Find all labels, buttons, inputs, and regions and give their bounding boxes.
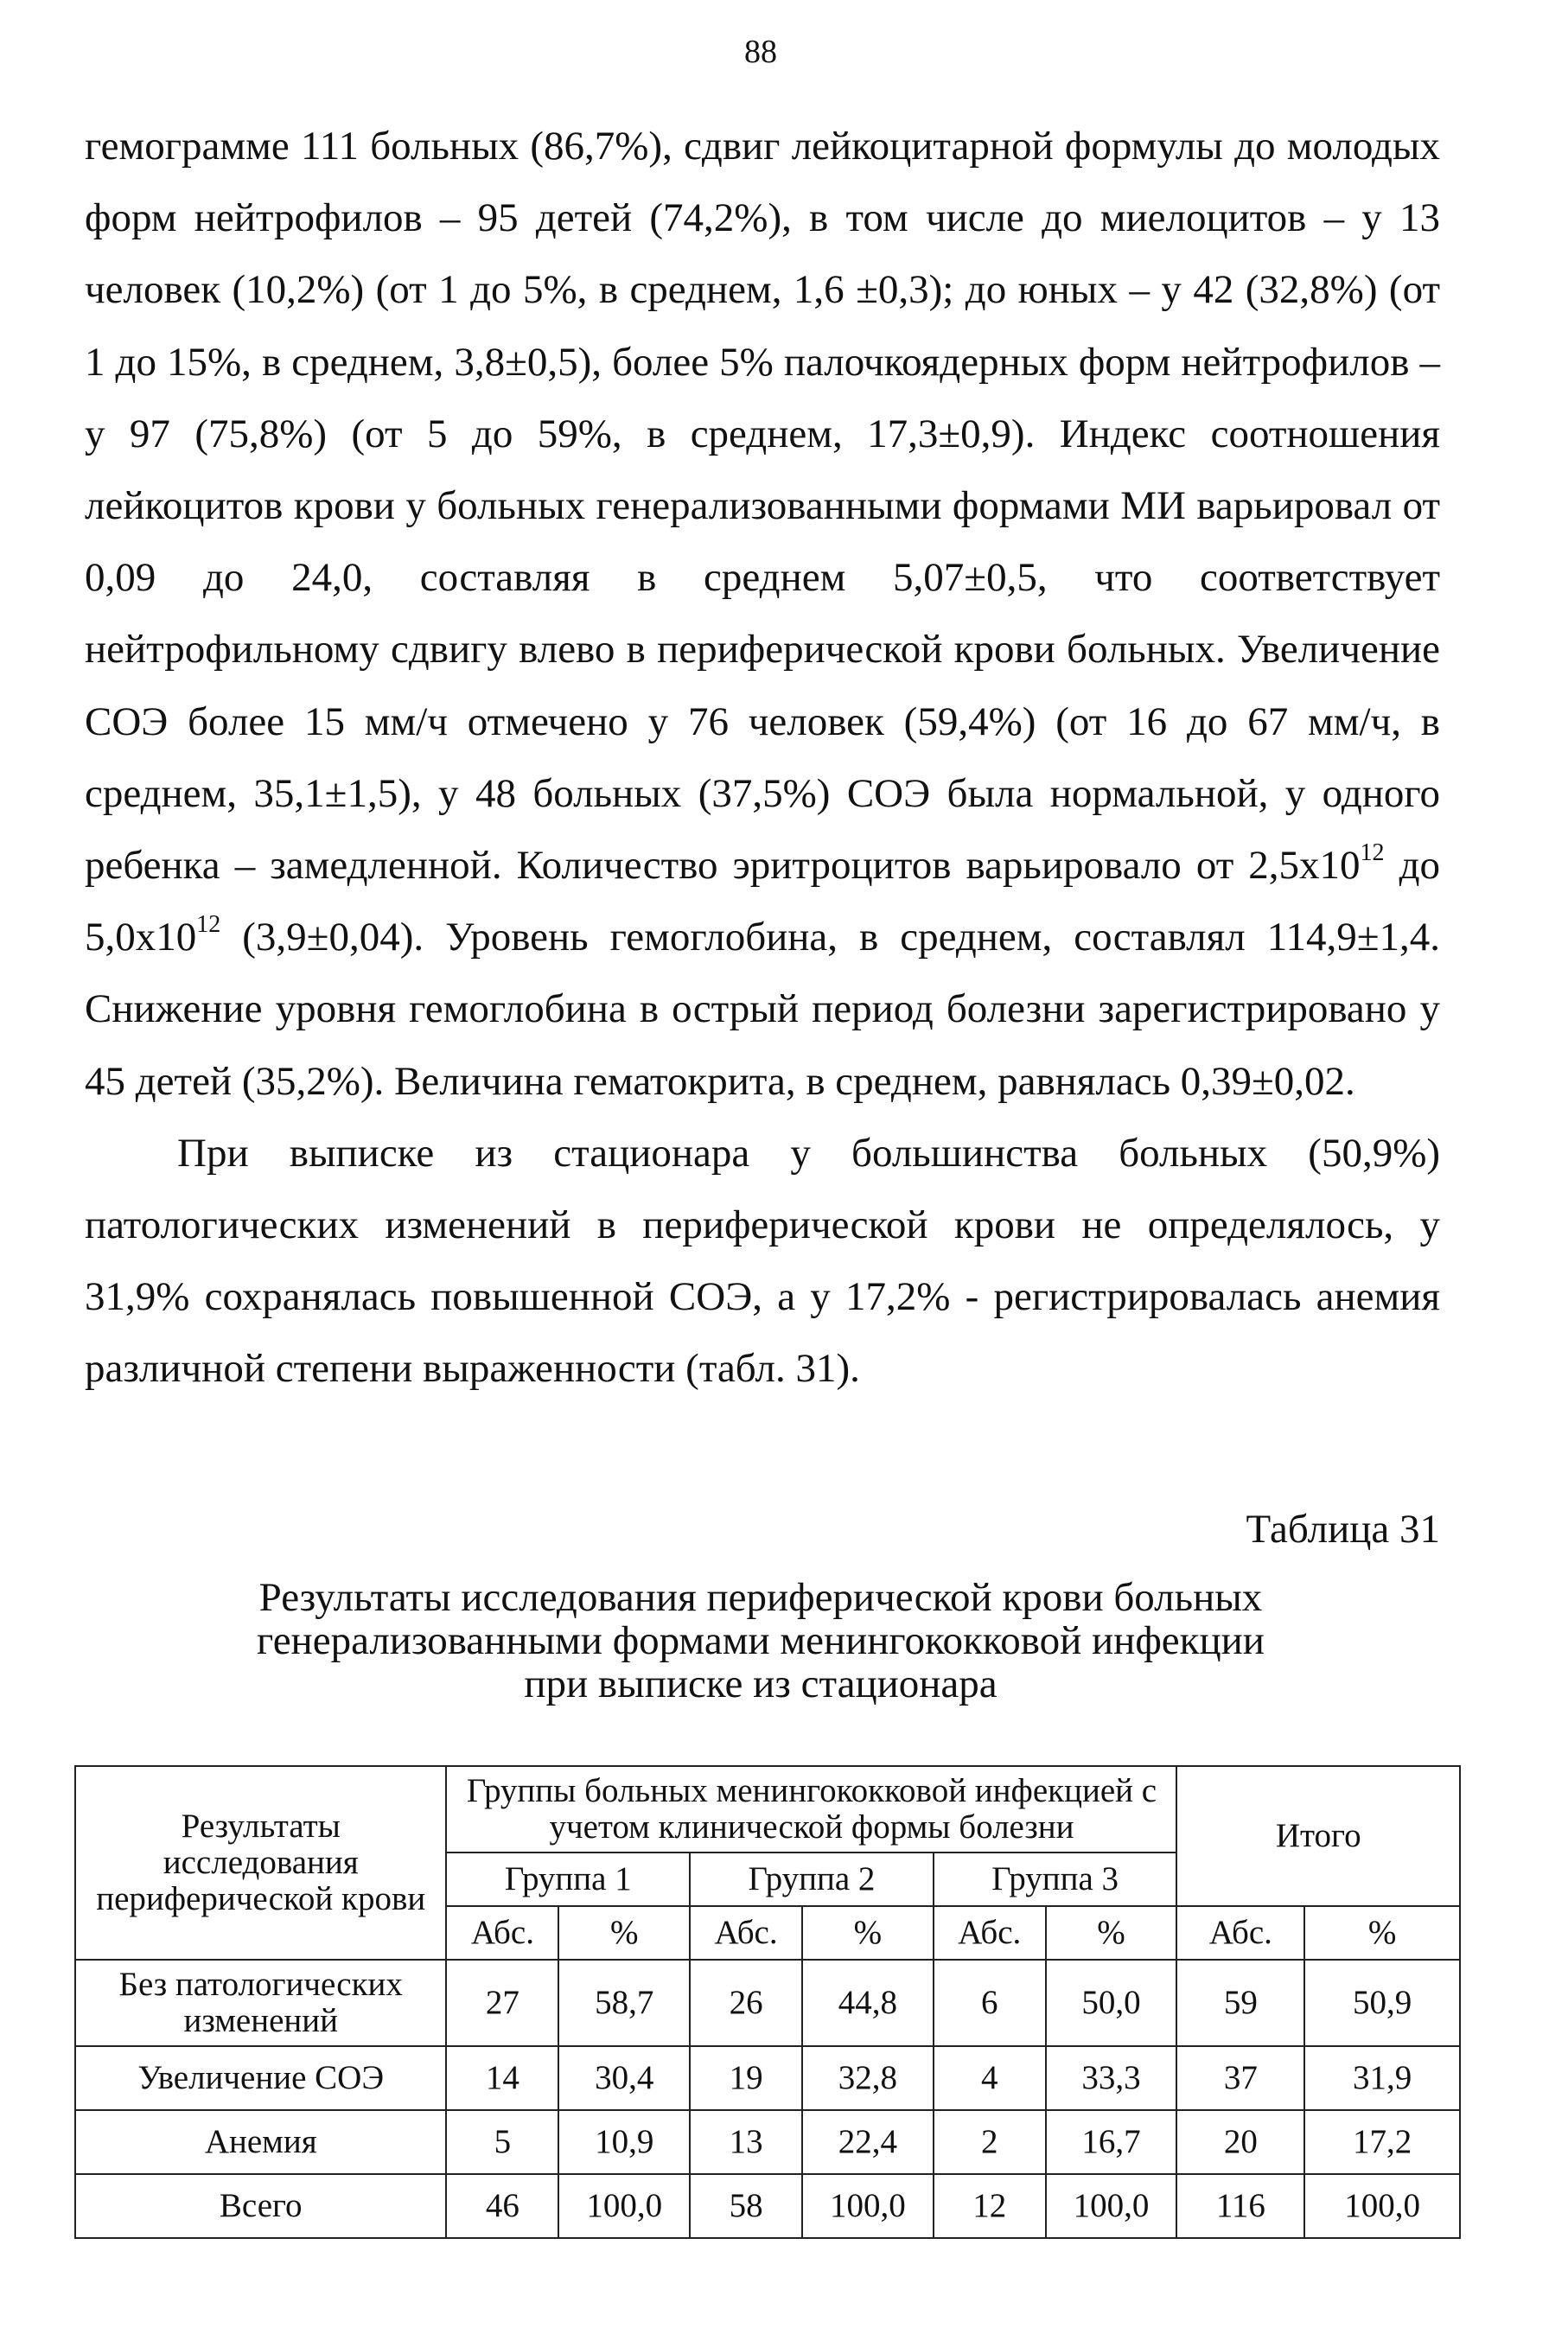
table-cell: 31,9 [1304,2046,1460,2110]
header-total: Итого [1176,1766,1460,1906]
paragraph-1-text-b: до 5,0х10 [85,843,1440,960]
table-cell: 32,8 [802,2046,934,2110]
table-cell: 100,0 [558,2174,690,2238]
page-number: 88 [744,34,777,70]
table-cell: 50,0 [1046,1960,1177,2046]
table-label: Таблица 31 [1246,1507,1440,1552]
header-row-label: Результаты исследования периферической крови [75,1766,446,1960]
table-cell: 58 [690,2174,802,2238]
table-cell: 33,3 [1046,2046,1177,2110]
header-pct: % [1304,1906,1460,1960]
table-title [0,1576,1521,1706]
table-cell: 5 [446,2110,558,2174]
table-cell: 58,7 [558,1960,690,2046]
paragraph-1-text-a: гемограмме 111 больных (86,7%), сдвиг лейкоцитарной формулы до молодых форм нейтрофилов – 95 детей (74,2%), в том числе до миелоцитов – у 13 человек (10,2%) (от 1 до 5%, в среднем, 1,6 ±0,3); до юных – у 42 (32,8%) (от 1 до 15%, в среднем, 3,8±0,5), более 5% палочкоядерных форм нейтрофилов – у 97 (75,8%) (от 5 до 59%, в среднем, 17,3±0,9). Индекс соотношения лейкоцитов крови у больных генерализованными формами МИ варьировал от 0,09 до 24,0, составляя в среднем 5,07±0,5, что соответствует нейтрофильному сдвигу влево в периферической крови больных. Увеличение СОЭ более 15 мм/ч отмечено у 76 человек (59,4%) (от 16 до 67 мм/ч, в среднем, 35,1±1,5), у 48 больных (37,5%) СОЭ была нормальной, у одного ребенка – замедленной. Количество эритроцитов варьировало от 2,5х10 [85,124,1440,889]
header-pct: % [1046,1906,1177,1960]
paragraph-1-text-c: (3,9±0,04). Уровень гемоглобина, в среднем, составлял 114,9±1,4. Снижение уровня гемоглобина в острый период болезни зарегистрировано у 45 детей (35,2%). Величина гематокрита, в среднем, равнялась 0,39±0,02. [85,915,1440,1104]
table-cell: 10,9 [558,2110,690,2174]
table-title-line-1: Результаты исследования периферической крови больных [258,1575,1263,1620]
table-cell: 100,0 [802,2174,934,2238]
header-group-2: Группа 2 [690,1853,934,1906]
superscript-exponent-1: 12 [1360,839,1385,867]
row-label: Без патологических изменений [75,1960,446,2046]
table-cell: 27 [446,1960,558,2046]
paragraph-2: При выписке из стационара у большинства больных (50,9%) патологических изменений в периферической крови не определялось, у 31,9% сохранялась повышенной СОЭ, а у 17,2% - регистрировалась анемия различной степени выраженности (табл. 31). [85,1130,1440,1392]
table-cell: 14 [446,2046,558,2110]
table-cell: 50,9 [1304,1960,1460,2046]
body-text [85,111,1440,1406]
table-row [75,2174,1460,2238]
table-title-line-3: при выписке из стационара [524,1661,998,1706]
results-table [74,1765,1461,2239]
header-abs: Абс. [1176,1906,1304,1960]
table-cell: 22,4 [802,2110,934,2174]
header-abs: Абс. [690,1906,802,1960]
table-row [75,1960,1460,2046]
table-cell: 16,7 [1046,2110,1177,2174]
header-group-3: Группа 3 [934,1853,1177,1906]
table-cell: 116 [1176,2174,1304,2238]
table-cell: 44,8 [802,1960,934,2046]
table-cell: 46 [446,2174,558,2238]
table-cell: 59 [1176,1960,1304,2046]
table-cell: 100,0 [1304,2174,1460,2238]
table-cell: 4 [934,2046,1046,2110]
header-groups-title: Группы больных менингококковой инфекцией с учетом клинической формы болезни [446,1766,1176,1853]
header-pct: % [558,1906,690,1960]
header-pct: % [802,1906,934,1960]
table-cell: 37 [1176,2046,1304,2110]
row-label: Всего [75,2174,446,2238]
paragraph-1 [85,111,1440,1118]
table-row [75,2110,1460,2174]
table-header-row-1 [75,1766,1460,1853]
table-cell: 20 [1176,2110,1304,2174]
table-cell: 30,4 [558,2046,690,2110]
header-abs: Абс. [934,1906,1046,1960]
header-group-1: Группа 1 [446,1853,690,1906]
table-cell: 26 [690,1960,802,2046]
table-cell: 13 [690,2110,802,2174]
table-cell: 12 [934,2174,1046,2238]
superscript-exponent-2: 12 [196,911,221,939]
header-abs: Абс. [446,1906,558,1960]
table-row [75,2046,1460,2110]
table-cell: 17,2 [1304,2110,1460,2174]
table-title-line-2: генерализованными формами менингококковой инфекции [257,1618,1265,1663]
table-cell: 6 [934,1960,1046,2046]
table-cell: 19 [690,2046,802,2110]
row-label: Увеличение СОЭ [75,2046,446,2110]
row-label: Анемия [75,2110,446,2174]
table-cell: 2 [934,2110,1046,2174]
table-cell: 100,0 [1046,2174,1177,2238]
